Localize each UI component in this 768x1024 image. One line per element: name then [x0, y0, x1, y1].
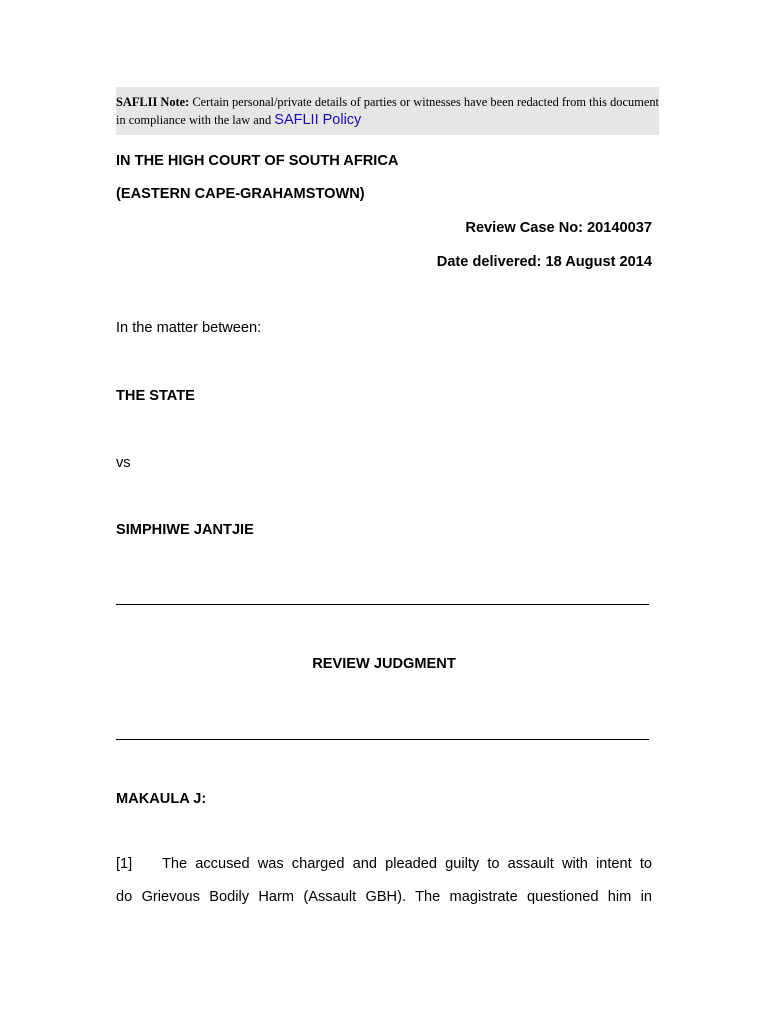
saflii-policy-link[interactable]: SAFLII Policy [274, 112, 362, 128]
paragraph-1-line-1 [116, 848, 652, 881]
review-case-number: Review Case No: 20140037 [465, 220, 652, 236]
paragraph-1-line-2: do Grievous Bodily Harm (Assault GBH). The magistrate questioned him in [116, 889, 652, 905]
party-the-state: THE STATE [116, 388, 195, 404]
saflii-note-label: SAFLII Note: [116, 95, 190, 109]
judge-name: MAKAULA J: [116, 791, 207, 807]
paragraph-1-text-1: The accused was charged and pleaded guilty to assault with intent to [162, 856, 652, 872]
divider-bottom [116, 739, 649, 740]
party-accused: SIMPHIWE JANTJIE [116, 522, 254, 538]
paragraph-1 [116, 848, 652, 914]
judgment-title: REVIEW JUDGMENT [312, 656, 456, 672]
divider-top [116, 604, 649, 605]
saflii-note-text: Certain personal/private details of parties or witnesses have been redacted from this document in compliance with the law and [116, 95, 659, 127]
date-delivered: Date delivered: 18 August 2014 [436, 254, 652, 270]
saflii-note [116, 87, 659, 135]
versus-text: vs [116, 455, 131, 471]
court-name: IN THE HIGH COURT OF SOUTH AFRICA [116, 153, 399, 169]
matter-between-intro: In the matter between: [116, 320, 262, 336]
court-division: (EASTERN CAPE-GRAHAMSTOWN) [116, 186, 365, 202]
paragraph-number: [1] [116, 856, 133, 872]
